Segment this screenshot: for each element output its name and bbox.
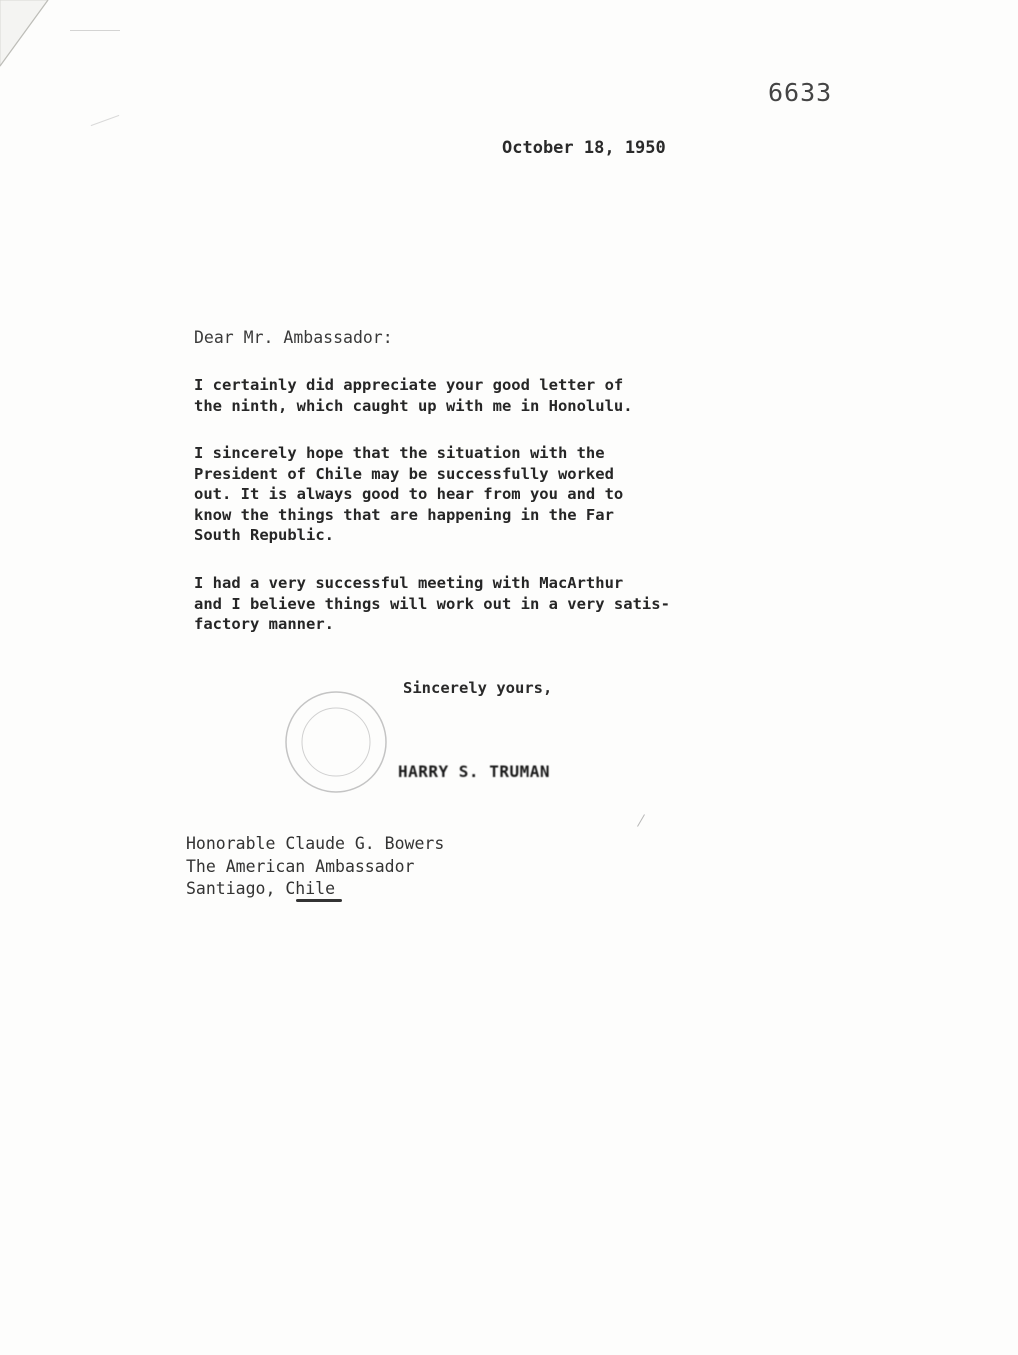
body-paragraph	[194, 573, 670, 635]
paragraph-line: the ninth, which caught up with me in Honolulu.	[194, 396, 633, 415]
paragraph-line: President of Chile may be successfully worked	[194, 464, 614, 483]
paragraph-line: and I believe things will work out in a very satis-	[194, 594, 670, 613]
stray-mark	[70, 30, 120, 31]
recipient-address	[186, 833, 444, 901]
signature: HARRY S. TRUMAN	[398, 762, 550, 781]
closing: Sincerely yours,	[403, 679, 553, 697]
paragraph-line: South Republic.	[194, 526, 334, 545]
paragraph-line: I had a very successful meeting with MacArthur	[194, 574, 624, 592]
document-number: 6633	[768, 78, 833, 107]
paragraph-line: I certainly did appreciate your good letter of	[194, 376, 624, 394]
body-paragraph	[194, 443, 623, 546]
paragraph-line: factory manner.	[194, 615, 334, 634]
stray-mark	[637, 814, 645, 827]
handwritten-underline	[296, 899, 342, 902]
salutation: Dear Mr. Ambassador:	[194, 328, 393, 347]
paragraph-line: I sincerely hope that the situation with the	[194, 444, 605, 462]
letter-date: October 18, 1950	[502, 138, 666, 158]
body-paragraph	[194, 375, 633, 416]
paragraph-line: out. It is always good to hear from you and to	[194, 485, 624, 504]
address-line: Santiago, Chile	[186, 879, 336, 898]
stray-mark	[91, 115, 120, 126]
address-line: The American Ambassador	[186, 856, 415, 876]
archive-stamp	[280, 686, 392, 798]
paragraph-line: know the things that are happening in the Far	[194, 505, 614, 524]
folded-corner-mark	[0, 0, 70, 70]
address-line: Honorable Claude G. Bowers	[186, 834, 445, 853]
